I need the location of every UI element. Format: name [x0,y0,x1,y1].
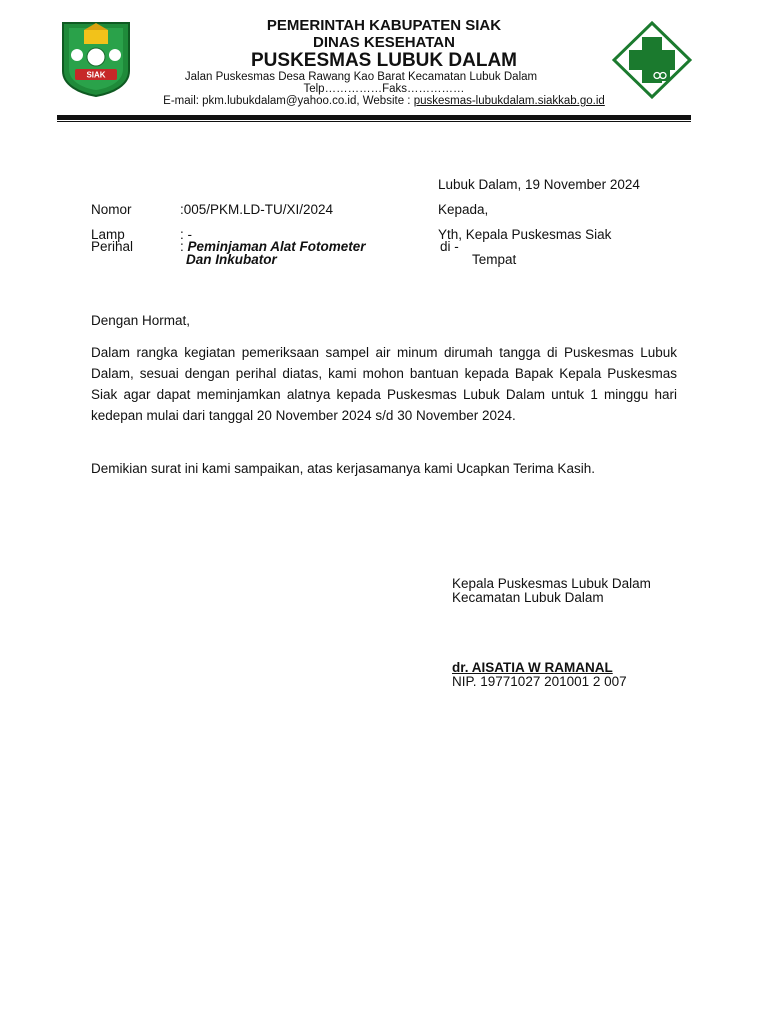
phone-fax-line: Telp……………Faks…………… [303,83,465,95]
siak-banner-text: SIAK [86,70,106,80]
letterhead-rule-thick [57,115,691,120]
greeting: Dengan Hormat, [91,313,191,328]
signatory-nip: NIP. 19771027 201001 2 007 [452,674,627,689]
lamp-label: Lamp [91,227,125,242]
signatory-name [452,660,613,675]
kepada-text: Kepada, [438,202,489,217]
perihal-label: Perihal [91,239,134,254]
department-name: DINAS KESEHATAN [313,34,455,51]
perihal-line1: Peminjaman Alat Fotometer [187,239,366,254]
email-text: E-mail: pkm.lubukdalam@yahoo.co.id, Website : [163,95,414,107]
recipient-place: Tempat [472,252,517,267]
recipient-name: Yth, Kepala Puskesmas Siak [438,227,612,242]
nomor-value: :005/PKM.LD-TU/XI/2024 [180,202,334,217]
siak-regency-emblem-icon [57,19,135,97]
puskesmas-cross-icon [612,21,692,99]
recipient-di: di - [440,239,459,254]
letterhead-rule-thin [57,121,691,122]
body-paragraph-1: Dalam rangka kegiatan pemeriksaan sampel air minum dirumah tangga di Puskesmas Lubuk Dalam, sesuai dengan perihal diatas, kami mohon bantuan kepada Bapak Kepala Puskesmas Siak agar dapat meminjamkan alatnya kepada Puskesmas Lubuk Dalam untuk 1 minggu hari kedepan mulai dari tanggal 20 November 2024 s/d 30 November 2024. [91,345,677,423]
perihal-line2: Dan Inkubator [186,252,277,267]
contact-line [163,95,605,107]
body-paragraph-2: Demikian surat ini kami sampaikan, atas kerjasamanya kami Ucapkan Terima Kasih. [91,461,595,476]
perihal-colon: : [180,239,188,254]
address-line: Jalan Puskesmas Desa Rawang Kao Barat Kecamatan Lubuk Dalam [184,71,538,83]
signatory-name-text: dr. AISATIA W RAMANAL [452,660,613,675]
signatory-title-1: Kepala Puskesmas Lubuk Dalam [452,576,651,591]
letter-date: Lubuk Dalam, 19 November 2024 [438,177,640,192]
nomor-label: Nomor [91,202,132,217]
signatory-title-2: Kecamatan Lubuk Dalam [452,590,604,605]
govt-name: PEMERINTAH KABUPATEN SIAK [266,17,502,34]
lamp-value: : - [180,227,192,242]
website-link[interactable]: puskesmas-lubukdalam.siakkab.go.id [413,95,605,107]
institution-name: PUSKESMAS LUBUK DALAM [251,50,517,71]
